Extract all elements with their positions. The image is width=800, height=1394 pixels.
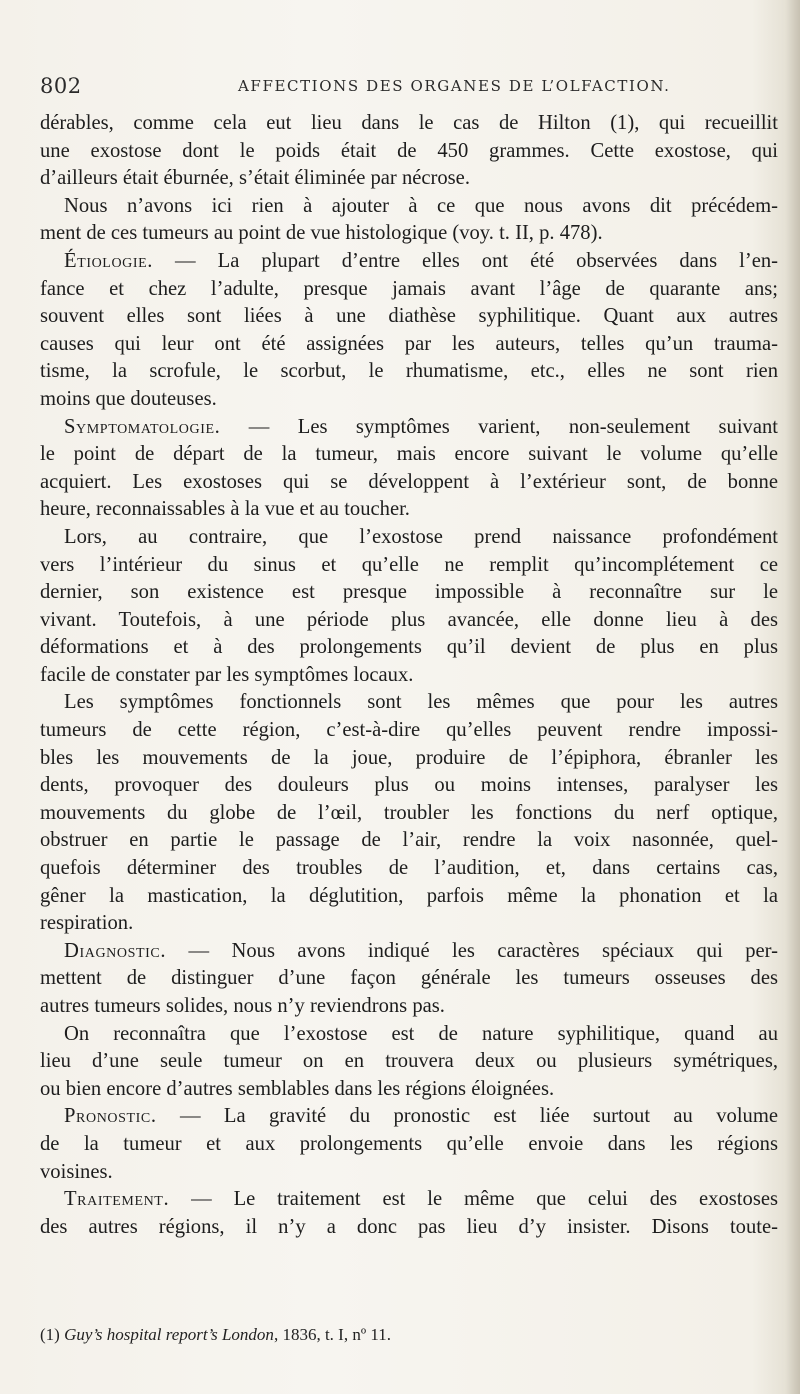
text-line <box>40 1076 778 1104</box>
text-line <box>40 469 778 497</box>
line-text: autres tumeurs solides, nous n’y reviendrons pas. <box>40 995 445 1017</box>
line-text: dernier, son existence est presque impossible à reconnaître sur le <box>40 581 778 604</box>
text-line <box>40 165 778 193</box>
text-line <box>40 938 778 966</box>
section-heading: Traitement. <box>64 1188 170 1211</box>
line-text: vers l’intérieur du sinus et qu’elle ne remplit qu’incomplétement ce <box>40 553 778 576</box>
text-line <box>40 358 778 386</box>
text-line <box>40 441 778 469</box>
line-text: mouvements du globe de l’œil, troubler les fonctions du nerf optique, <box>40 801 778 824</box>
text-line <box>40 827 778 855</box>
line-text: tumeurs de cette région, c’est-à-dire qu’elles peuvent rendre impossi- <box>40 719 778 742</box>
body-text <box>40 110 778 1241</box>
line-text: Nous n’avons ici rien à ajouter à ce que nous avons dit précédem- <box>64 194 778 217</box>
line-text: obstruer en partie le passage de l’air, rendre la voix nasonnée, quel- <box>40 829 778 852</box>
line-text: moins que douteuses. <box>40 387 217 410</box>
line-text: — Le traitement est le même que celui des exostoses <box>169 1188 778 1211</box>
text-line <box>40 276 778 304</box>
footnote-marker: (1) <box>40 1325 65 1344</box>
line-text: des autres régions, il n’y a donc pas lieu d’y insister. Disons toute- <box>40 1215 778 1238</box>
footnote-rest: , 1836, t. I, nº 11. <box>273 1325 391 1344</box>
text-line <box>40 1103 778 1131</box>
line-text: quefois déterminer des troubles de l’audition, et, dans certains cas, <box>40 857 778 880</box>
line-text: heure, reconnaissables à la vue et au toucher. <box>40 498 410 521</box>
text-line <box>40 717 778 745</box>
text-line <box>40 1159 778 1187</box>
text-line <box>40 800 778 828</box>
text-line <box>40 1048 778 1076</box>
section-heading: Diagnostic. <box>64 939 167 962</box>
line-text: — La plupart d’entre elles ont été observées dans l’en- <box>153 249 778 272</box>
text-line <box>40 414 778 442</box>
text-line <box>40 1214 778 1242</box>
section-heading: Étiologie. <box>64 249 154 272</box>
line-text: — La gravité du pronostic est liée surtout au volume <box>156 1105 778 1128</box>
line-text: tisme, la scrofule, le scorbut, le rhumatisme, etc., elles ne sont rien <box>40 360 778 383</box>
text-line <box>40 331 778 359</box>
line-text: mettent de distinguer d’une façon générale les tumeurs osseuses des <box>40 967 778 990</box>
text-line <box>40 965 778 993</box>
text-line <box>40 579 778 607</box>
footnote-source: Guy’s hospital report’s London <box>64 1325 274 1344</box>
text-line <box>40 689 778 717</box>
text-line <box>40 220 778 248</box>
text-line <box>40 1021 778 1049</box>
text-line <box>40 496 778 524</box>
line-text: ment de ces tumeurs au point de vue histologique (voy. t. II, p. 478). <box>40 222 603 245</box>
text-line <box>40 303 778 331</box>
text-line <box>40 110 778 138</box>
text-line <box>40 138 778 166</box>
line-text: gêner la mastication, la déglutition, parfois même la phonation et la <box>40 884 778 907</box>
text-line <box>40 662 778 690</box>
text-line <box>40 248 778 276</box>
line-text: ou bien encore d’autres semblables dans les régions éloignées. <box>40 1077 555 1100</box>
line-text: une exostose dont le poids était de 450 grammes. Cette exostose, qui <box>40 139 778 162</box>
line-text: vivant. Toutefois, à une période plus avancée, elle donne lieu à des <box>40 608 778 631</box>
text-line <box>40 910 778 938</box>
line-text: respiration. <box>40 912 134 935</box>
text-line <box>40 772 778 800</box>
text-line <box>40 1186 778 1214</box>
line-text: On reconnaîtra que l’exostose est de nature syphilitique, quand au <box>64 1022 778 1045</box>
line-text: acquiert. Les exostoses qui se développent à l’extérieur sont, de bonne <box>40 470 778 493</box>
line-text: Lors, au contraire, que l’exostose prend naissance profondément <box>64 525 778 548</box>
text-line <box>40 883 778 911</box>
text-line <box>40 193 778 221</box>
line-text: — Les symptômes varient, non-seulement suivant <box>220 415 778 438</box>
line-text: facile de constater par les symptômes locaux. <box>40 663 414 686</box>
line-text: fance et chez l’adulte, presque jamais avant l’âge de quarante ans; <box>40 277 778 300</box>
text-line <box>40 993 778 1021</box>
text-line <box>40 634 778 662</box>
line-text: Les symptômes fonctionnels sont les mêmes que pour les autres <box>64 691 778 714</box>
line-text: voisines. <box>40 1160 113 1183</box>
text-line <box>40 745 778 773</box>
page-header <box>40 74 778 104</box>
line-text: souvent elles sont liées à une diathèse syphilitique. Quant aux autres <box>40 305 778 328</box>
text-line <box>40 607 778 635</box>
line-text: déformations et à des prolongements qu’il devient de plus en plus <box>40 636 778 659</box>
line-text: de la tumeur et aux prolongements qu’elle envoie dans les régions <box>40 1132 778 1155</box>
text-line <box>40 855 778 883</box>
line-text: — Nous avons indiqué les caractères spéciaux qui per- <box>166 939 778 962</box>
section-heading: Pronostic. <box>64 1105 157 1128</box>
text-line <box>40 552 778 580</box>
line-text: d’ailleurs était éburnée, s’était éliminée par nécrose. <box>40 167 470 190</box>
line-text: lieu d’une seule tumeur on en trouvera deux ou plusieurs symétriques, <box>40 1050 778 1073</box>
line-text: bles les mouvements de la joue, produire de l’épiphora, ébranler les <box>40 746 778 769</box>
running-title: AFFECTIONS DES ORGANES DE L’OLFACTION. <box>238 77 671 95</box>
line-text: dents, provoquer des douleurs plus ou moins intenses, paralyser les <box>40 774 778 797</box>
section-heading: Symptomatologie. <box>64 415 221 438</box>
text-line <box>40 524 778 552</box>
footnote <box>40 1325 778 1345</box>
page-edge-shadow <box>786 0 800 1394</box>
text-line <box>40 1131 778 1159</box>
page-number: 802 <box>40 74 82 98</box>
line-text: dérables, comme cela eut lieu dans le cas de Hilton (1), qui recueillit <box>40 112 778 134</box>
line-text: causes qui leur ont été assignées par les auteurs, telles qu’un trauma- <box>40 332 778 355</box>
text-line <box>40 386 778 414</box>
line-text: le point de départ de la tumeur, mais encore suivant le volume qu’elle <box>40 443 778 466</box>
